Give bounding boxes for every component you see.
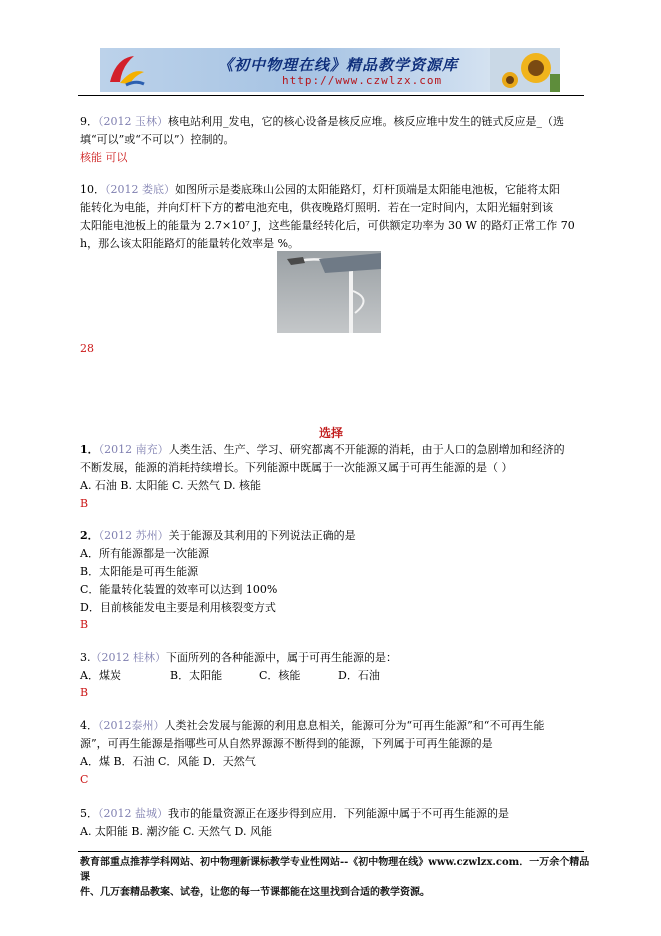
c4-text1: 人类社会发展与能源的利用息息相关，能源可分为“可再生能源”和“不可再生能 bbox=[164, 719, 545, 732]
footer-line1: 教育部重点推荐学科网站、初中物理新课标教学专业性网站--《初中物理在线》www.czwlzx.com．一万余个精品课 bbox=[80, 857, 590, 883]
q10-line4: h，那么该太阳能路灯的能量转化效率是 %。 bbox=[80, 237, 300, 250]
c5-number: 5． bbox=[80, 807, 98, 820]
q9-line2: 填“可以”或“不可以”）控制的。 bbox=[80, 133, 235, 146]
q9-number: 9． bbox=[80, 115, 98, 128]
c1-line2: 不断发展，能源的消耗持续增长。下列能源中既属于一次能源又属于可再生能源的是（ ） bbox=[80, 461, 513, 474]
c3-number: 3. bbox=[80, 651, 91, 664]
q10-line2: 能转化为电能，并向灯杆下方的蓄电池充电，供夜晚路灯照明．若在一定时间内，太阳光辐射到该 bbox=[80, 201, 553, 214]
c3-option-a: A．煤炭 bbox=[80, 669, 121, 682]
q10-text1: 如图所示是娄底珠山公园的太阳能路灯，灯杆顶端是太阳能电池板，它能将太阳 bbox=[175, 183, 560, 196]
c3-option-b: B．太阳能 bbox=[170, 669, 223, 682]
c4-line1 bbox=[80, 717, 544, 735]
c2-line1 bbox=[80, 527, 356, 545]
c1-number: 1． bbox=[80, 443, 99, 456]
c3-line1 bbox=[80, 649, 397, 667]
c3-option-c: C．核能 bbox=[259, 669, 301, 682]
c5-text1: 我市的能量资源正在逐步得到应用．下列能源中属于不可再生能源的是 bbox=[168, 807, 509, 820]
header-banner bbox=[100, 48, 560, 92]
banner-title: 《初中物理在线》精品教学资源库 bbox=[218, 56, 459, 74]
site-logo-icon bbox=[106, 52, 146, 88]
c4-options: A．煤 B．石油 C．风能 D．天然气 bbox=[80, 755, 256, 768]
header-rule bbox=[78, 95, 584, 96]
q10-answer: 28 bbox=[80, 342, 94, 355]
c4-answer: C bbox=[80, 773, 89, 786]
c4-source: （2012泰州） bbox=[98, 719, 165, 732]
c2-option-c: C．能量转化装置的效率可以达到 100% bbox=[80, 583, 278, 596]
footer-text bbox=[80, 855, 590, 900]
solar-streetlight-photo bbox=[277, 251, 381, 333]
c1-text1: 人类生活、生产、学习、研究都离不开能源的消耗，由于人口的急剧增加和经济的 bbox=[168, 443, 565, 456]
banner-url[interactable]: http://www.czwlzx.com bbox=[282, 74, 443, 87]
c2-source: （2012 苏州） bbox=[98, 529, 169, 542]
c5-source: （2012 盐城） bbox=[98, 807, 168, 820]
c2-option-b: B．太阳能是可再生能源 bbox=[80, 565, 199, 578]
c3-source: （2012 桂林） bbox=[90, 651, 166, 664]
c1-source: （2012 南充） bbox=[98, 443, 169, 456]
c4-number: 4． bbox=[80, 719, 98, 732]
section-heading: 选择 bbox=[318, 426, 343, 440]
q10-number: 10． bbox=[80, 183, 105, 196]
footer-line2: 件、几万套精品教案、试卷，让您的每一节课都能在这里找到合适的教学资源。 bbox=[80, 887, 430, 898]
q10-line3: 太阳能电池板上的能量为 2.7×10⁷ J，这些能量经转化后，可供额定功率为 30 W 的路灯正常工作 70 bbox=[80, 219, 575, 232]
q9-text1: 核电站利用_发电，它的核心设备是核反应堆。核反应堆中发生的链式反应是_（选 bbox=[168, 115, 564, 128]
q10-line1 bbox=[80, 181, 560, 199]
sunflower-image bbox=[490, 48, 560, 92]
c1-options: A. 石油 B. 太阳能 C. 天然气 D. 核能 bbox=[80, 479, 261, 492]
c2-option-d: D．目前核能发电主要是利用核裂变方式 bbox=[80, 601, 276, 614]
c5-options: A. 太阳能 B. 潮汐能 C. 天然气 D. 风能 bbox=[80, 825, 272, 838]
q9-answer: 核能 可以 bbox=[80, 151, 128, 164]
c2-answer: B bbox=[80, 618, 89, 631]
c3-answer: B bbox=[80, 686, 89, 699]
c1-line1 bbox=[80, 441, 565, 459]
c2-number: 2． bbox=[80, 529, 99, 542]
q9-source: （2012 玉林） bbox=[98, 115, 168, 128]
q10-source: （2012 娄底） bbox=[105, 183, 175, 196]
c1-answer: B bbox=[80, 497, 89, 510]
c5-line1 bbox=[80, 805, 509, 823]
c3-option-d: D．石油 bbox=[338, 669, 380, 682]
footer-rule bbox=[78, 851, 584, 852]
c4-line2: 源”，可再生能源是指哪些可从自然界源源不断得到的能源，下列属于可再生能源的是 bbox=[80, 737, 493, 750]
c3-text1: 下面所列的各种能源中，属于可再生能源的是： bbox=[166, 651, 397, 664]
c2-text1: 关于能源及其利用的下列说法正确的是 bbox=[168, 529, 356, 542]
c2-option-a: A．所有能源都是一次能源 bbox=[80, 547, 209, 560]
q9-line1 bbox=[80, 113, 564, 131]
